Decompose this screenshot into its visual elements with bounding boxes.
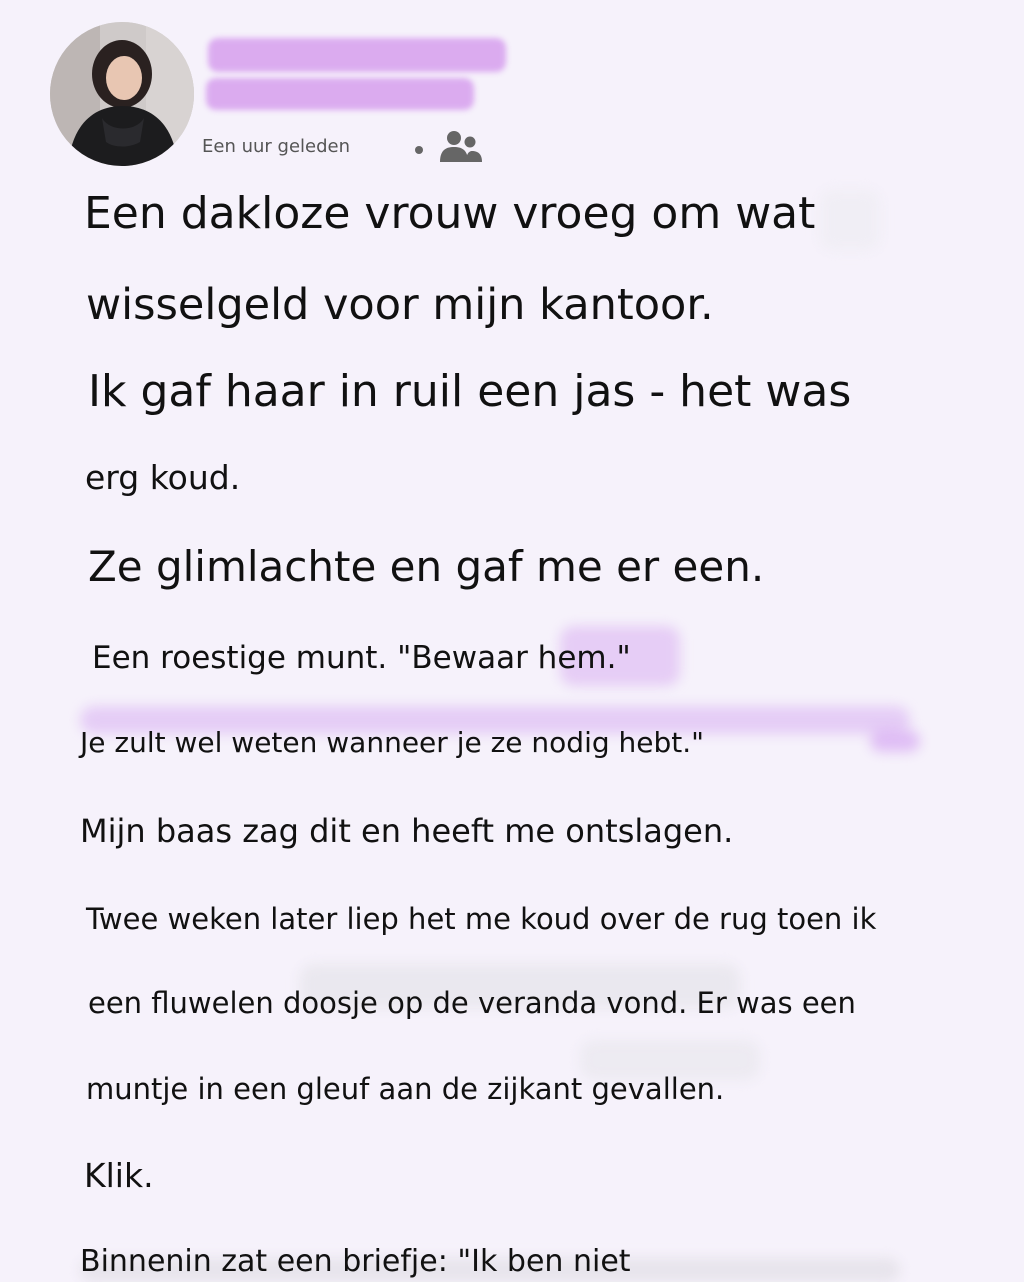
post-text-line: een fluwelen doosje op de veranda vond. Er was een [88,986,856,1020]
post-text-line: Ze glimlachte en gaf me er een. [88,542,765,591]
redacted-name [208,38,506,72]
post-text-line: Twee weken later liep het me koud over de rug toen ik [86,902,877,936]
post-text-line: Klik. [84,1156,154,1195]
profile-photo-icon [50,22,194,166]
post-text-line: Ik gaf haar in ruil een jas - het was [88,366,852,417]
separator-dot [415,146,423,154]
post-text-line: Je zult wel weten wanneer je ze nodig hebt." [80,726,705,759]
post-text-line: muntje in een gleuf aan de zijkant gevallen. [86,1072,725,1106]
post-text-line: Mijn baas zag dit en heeft me ontslagen. [80,812,734,850]
post-text-line: Een dakloze vrouw vroeg om wat [84,188,816,239]
avatar[interactable] [50,22,194,166]
friends-icon[interactable] [436,128,484,166]
post-text-line: Een roestige munt. "Bewaar hem." [92,640,631,676]
blur-overlay [820,190,880,250]
post-text-line: erg koud. [85,458,241,497]
post-timestamp[interactable]: Een uur geleden [202,136,350,157]
post-text-line: Binnenin zat een briefje: "Ik ben niet [80,1244,631,1279]
redacted-group-name [206,78,474,110]
post-text-line: wisselgeld voor mijn kantoor. [86,280,714,330]
blur-overlay [870,730,920,752]
